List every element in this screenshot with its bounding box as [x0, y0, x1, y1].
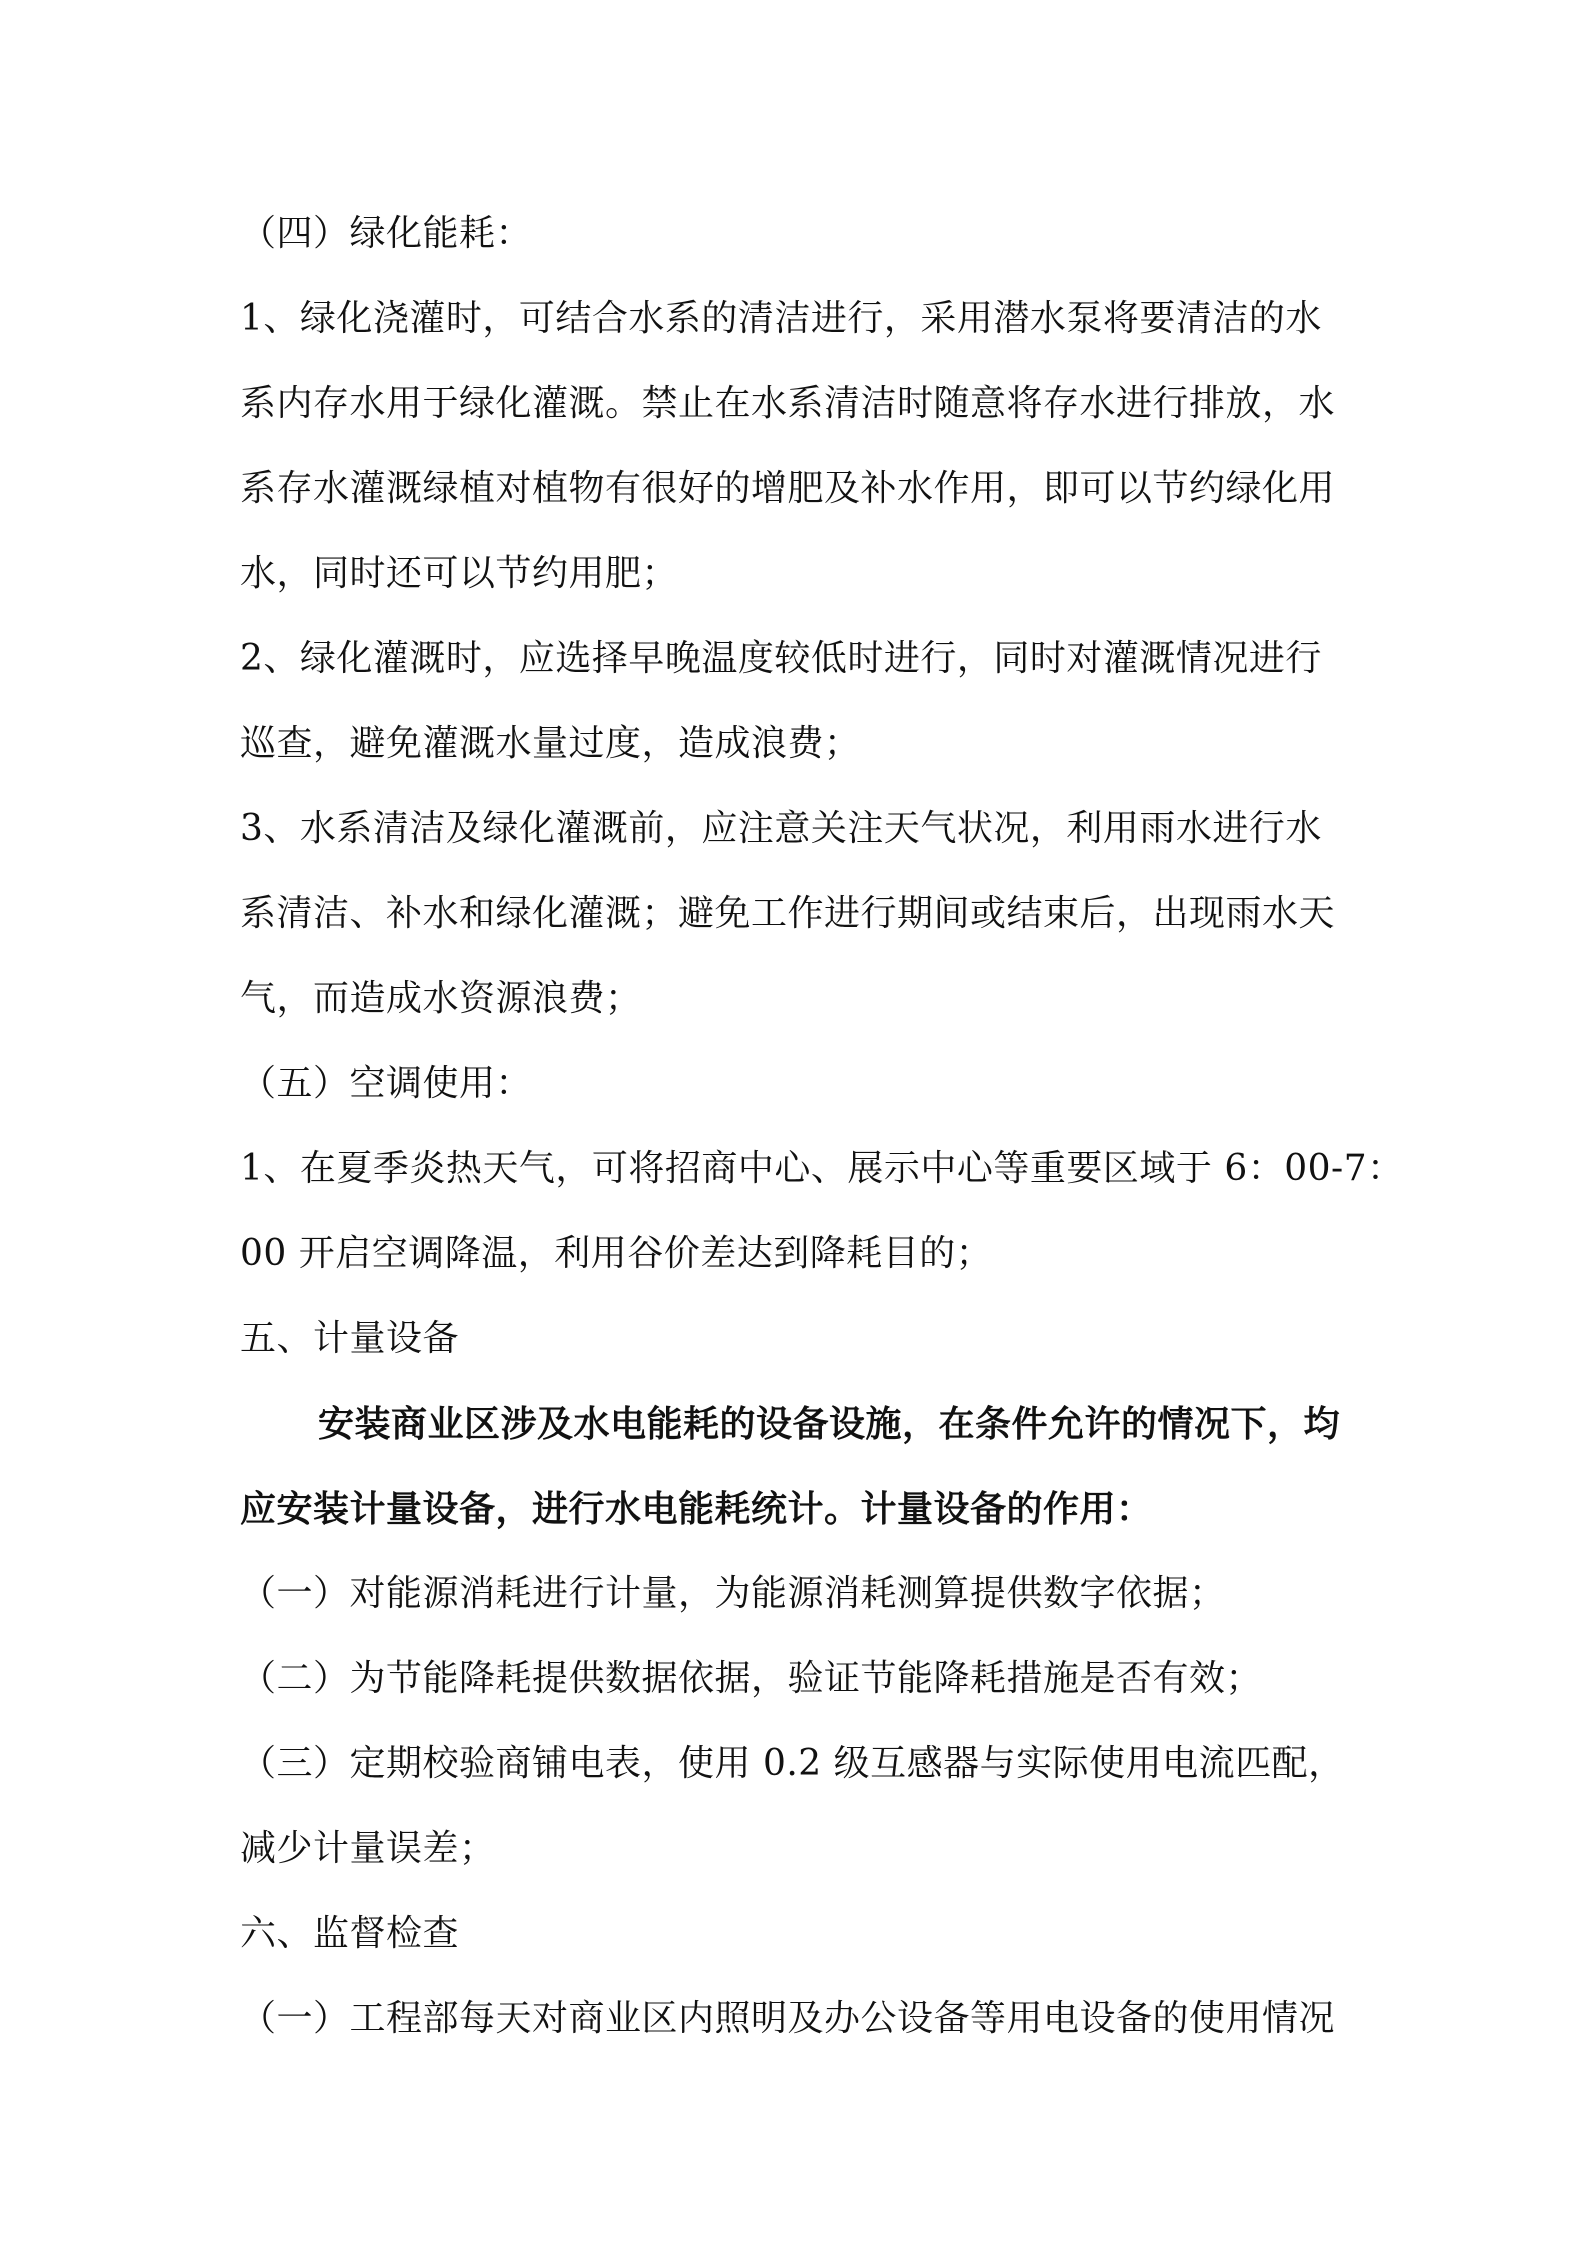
list-item: （一）对能源消耗进行计量，为能源消耗测算提供数字依据；	[240, 1573, 1226, 1614]
paragraph-line: 系内存水用于绿化灌溉。禁止在水系清洁时随意将存水进行排放，水	[240, 383, 1336, 424]
list-item: （三）定期校验商铺电表，使用 0.2 级互感器与实际使用电流匹配，	[240, 1743, 1345, 1784]
section-heading-supervision: 六、监督检查	[240, 1913, 460, 1954]
subheading-air-conditioning: （五）空调使用：	[240, 1063, 533, 1104]
subheading-greening-energy: （四）绿化能耗：	[240, 213, 533, 254]
paragraph-line: 3、水系清洁及绿化灌溉前，应注意关注天气状况，利用雨水进行水	[240, 808, 1322, 849]
paragraph-line: 水，同时还可以节约用肥；	[240, 553, 679, 594]
list-item: （二）为节能降耗提供数据依据，验证节能降耗措施是否有效；	[240, 1658, 1263, 1699]
paragraph-line: 1、在夏季炎热天气，可将招商中心、展示中心等重要区域于 6：00-7：	[240, 1148, 1404, 1189]
paragraph-line: 1、绿化浇灌时，可结合水系的清洁进行，采用潜水泵将要清洁的水	[240, 298, 1322, 339]
paragraph-line: 减少计量误差；	[240, 1828, 496, 1869]
paragraph-line: 气，而造成水资源浪费；	[240, 978, 642, 1019]
paragraph-line-bold: 应安装计量设备，进行水电能耗统计。计量设备的作用：	[240, 1488, 1153, 1530]
paragraph-line: 2、绿化灌溉时，应选择早晚温度较低时进行，同时对灌溉情况进行	[240, 638, 1322, 679]
paragraph-line: 巡查，避免灌溉水量过度，造成浪费；	[240, 723, 861, 764]
section-heading-metering: 五、计量设备	[240, 1318, 460, 1359]
paragraph-line-bold: 安装商业区涉及水电能耗的设备设施，在条件允许的情况下，均	[318, 1403, 1341, 1445]
paragraph-line: 00 开启空调降温，利用谷价差达到降耗目的；	[240, 1233, 993, 1274]
paragraph-line: 系存水灌溉绿植对植物有很好的增肥及补水作用，即可以节约绿化用	[240, 468, 1336, 509]
list-item: （一）工程部每天对商业区内照明及办公设备等用电设备的使用情况	[240, 1998, 1336, 2039]
paragraph-line: 系清洁、补水和绿化灌溉；避免工作进行期间或结束后，出现雨水天	[240, 893, 1336, 934]
